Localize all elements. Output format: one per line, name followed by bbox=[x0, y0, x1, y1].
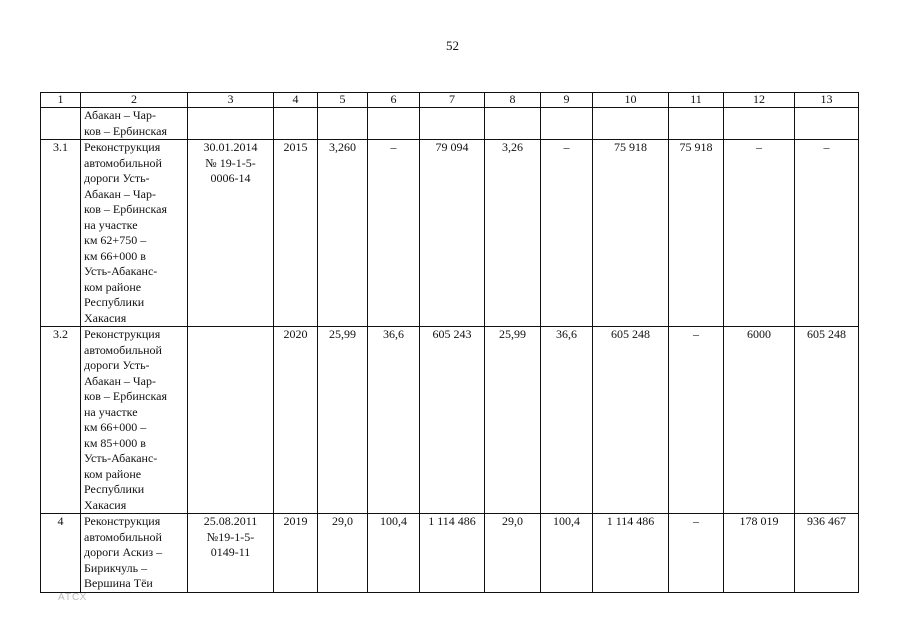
table-cell-c11 bbox=[669, 108, 724, 140]
cell-line: дороги Усть- bbox=[84, 171, 150, 185]
table-cell-c10 bbox=[593, 108, 669, 140]
table-cell-c10: 75 918 bbox=[593, 140, 669, 327]
table-cell-c7 bbox=[420, 108, 485, 140]
cell-line: на участке bbox=[84, 404, 138, 419]
cell-line: 25.08.2011 bbox=[203, 514, 258, 528]
cell-line: Усть-Абаканс- bbox=[84, 264, 158, 278]
column-number-cell: 4 bbox=[274, 93, 318, 108]
table-cell-c7: 79 094 bbox=[420, 140, 485, 327]
cell-line: ков – Ербинская bbox=[84, 123, 167, 138]
column-number-cell: 12 bbox=[724, 93, 795, 108]
table-cell-c12: 178 019 bbox=[724, 514, 795, 593]
cell-line: №19-1-5- bbox=[206, 529, 255, 544]
table-cell-c9: – bbox=[541, 140, 593, 327]
column-number-cell: 3 bbox=[188, 93, 274, 108]
cell-line: ков – Ербинская bbox=[84, 389, 167, 403]
table-cell-c4: 2015 bbox=[274, 140, 318, 327]
cell-line: Республики bbox=[84, 482, 145, 496]
cell-line: на участке bbox=[84, 217, 138, 232]
table-cell-c8 bbox=[485, 108, 541, 140]
table-cell-c10: 1 114 486 bbox=[593, 514, 669, 593]
cell-line: Абакан – Чар- bbox=[84, 186, 157, 201]
table-cell-c12: – bbox=[724, 140, 795, 327]
cell-line: км 66+000 в bbox=[84, 248, 146, 263]
table-row bbox=[41, 140, 859, 327]
table-cell-c2 bbox=[81, 108, 188, 140]
column-number-cell: 8 bbox=[485, 93, 541, 108]
table-cell-c8: 29,0 bbox=[485, 514, 541, 593]
table-cell-c10: 605 248 bbox=[593, 327, 669, 514]
column-number-cell: 5 bbox=[318, 93, 368, 108]
table-cell-c6: 100,4 bbox=[368, 514, 420, 593]
cell-line: № 19-1-5- bbox=[205, 155, 256, 170]
table-cell-c4: 2019 bbox=[274, 514, 318, 593]
table-cell-c13: 605 248 bbox=[795, 327, 859, 514]
table-cell-c13 bbox=[795, 108, 859, 140]
cell-line: 30.01.2014 bbox=[203, 140, 258, 154]
table-cell-c5: 3,260 bbox=[318, 140, 368, 327]
table-cell-c13: – bbox=[795, 140, 859, 327]
table-row bbox=[41, 108, 859, 140]
cell-line: автомобильной bbox=[84, 155, 162, 170]
table-cell-c6: 36,6 bbox=[368, 327, 420, 514]
column-number-cell: 9 bbox=[541, 93, 593, 108]
column-number-row bbox=[41, 93, 859, 108]
cell-line: км 66+000 – bbox=[84, 420, 147, 434]
table-cell-c1 bbox=[41, 108, 81, 140]
data-table bbox=[40, 92, 859, 593]
cell-line: автомобильной bbox=[84, 529, 162, 544]
cell-line: Усть-Абаканс- bbox=[84, 451, 158, 465]
table-cell-c4 bbox=[274, 108, 318, 140]
table-cell-c3 bbox=[188, 327, 274, 514]
cell-line: Реконструкция bbox=[84, 140, 161, 154]
cell-line: ков – Ербинская bbox=[84, 202, 167, 216]
cell-line: Абакан – Чар- bbox=[84, 373, 157, 388]
table-cell-c1: 3.1 bbox=[41, 140, 81, 327]
table-cell-c9 bbox=[541, 108, 593, 140]
table-cell-c7: 1 114 486 bbox=[420, 514, 485, 593]
table-cell-c6 bbox=[368, 108, 420, 140]
table-cell-c2 bbox=[81, 140, 188, 327]
table-cell-c5: 29,0 bbox=[318, 514, 368, 593]
column-number-cell: 2 bbox=[81, 93, 188, 108]
cell-line: Вершина Тёи bbox=[84, 576, 153, 590]
table-row bbox=[41, 327, 859, 514]
table-cell-c13: 936 467 bbox=[795, 514, 859, 593]
cell-line: дороги Усть- bbox=[84, 358, 150, 372]
cell-line: ком районе bbox=[84, 466, 142, 481]
cell-line: Реконструкция bbox=[84, 514, 161, 528]
cell-line: Реконструкция bbox=[84, 327, 161, 341]
table-cell-c8: 3,26 bbox=[485, 140, 541, 327]
column-number-cell: 1 bbox=[41, 93, 81, 108]
cell-line: Бирикчуль – bbox=[84, 560, 148, 575]
table-cell-c3 bbox=[188, 108, 274, 140]
cell-line: 0006-14 bbox=[210, 171, 251, 185]
table-cell-c9: 36,6 bbox=[541, 327, 593, 514]
table-cell-c11: – bbox=[669, 514, 724, 593]
cell-line: Республики bbox=[84, 295, 145, 309]
table-cell-c3 bbox=[188, 514, 274, 593]
table-cell-c6: – bbox=[368, 140, 420, 327]
cell-line: 0149-11 bbox=[210, 545, 251, 559]
table-cell-c11: 75 918 bbox=[669, 140, 724, 327]
column-number-cell: 11 bbox=[669, 93, 724, 108]
table-cell-c1: 3.2 bbox=[41, 327, 81, 514]
cell-line: Абакан – Чар- bbox=[84, 108, 157, 122]
column-number-cell: 10 bbox=[593, 93, 669, 108]
table-cell-c9: 100,4 bbox=[541, 514, 593, 593]
cell-line: Хакасия bbox=[84, 310, 127, 325]
table-cell-c1: 4 bbox=[41, 514, 81, 593]
table-cell-c8: 25,99 bbox=[485, 327, 541, 514]
cell-line: дороги Аскиз – bbox=[84, 545, 163, 559]
cell-line: Хакасия bbox=[84, 497, 127, 512]
cell-line: автомобильной bbox=[84, 342, 162, 357]
cell-line: ком районе bbox=[84, 279, 142, 294]
table-cell-c2 bbox=[81, 514, 188, 593]
table-cell-c5: 25,99 bbox=[318, 327, 368, 514]
table-cell-c12 bbox=[724, 108, 795, 140]
table-cell-c7: 605 243 bbox=[420, 327, 485, 514]
footer-stamp: АТСХ bbox=[58, 592, 88, 603]
cell-line: км 62+750 – bbox=[84, 233, 147, 247]
column-number-cell: 6 bbox=[368, 93, 420, 108]
table-row bbox=[41, 514, 859, 593]
page-number: 52 bbox=[446, 38, 459, 53]
table-cell-c3 bbox=[188, 140, 274, 327]
table-cell-c11: – bbox=[669, 327, 724, 514]
cell-line: км 85+000 в bbox=[84, 435, 146, 450]
table-cell-c5 bbox=[318, 108, 368, 140]
table-cell-c2 bbox=[81, 327, 188, 514]
table-cell-c12: 6000 bbox=[724, 327, 795, 514]
column-number-cell: 7 bbox=[420, 93, 485, 108]
table-cell-c4: 2020 bbox=[274, 327, 318, 514]
column-number-cell: 13 bbox=[795, 93, 859, 108]
